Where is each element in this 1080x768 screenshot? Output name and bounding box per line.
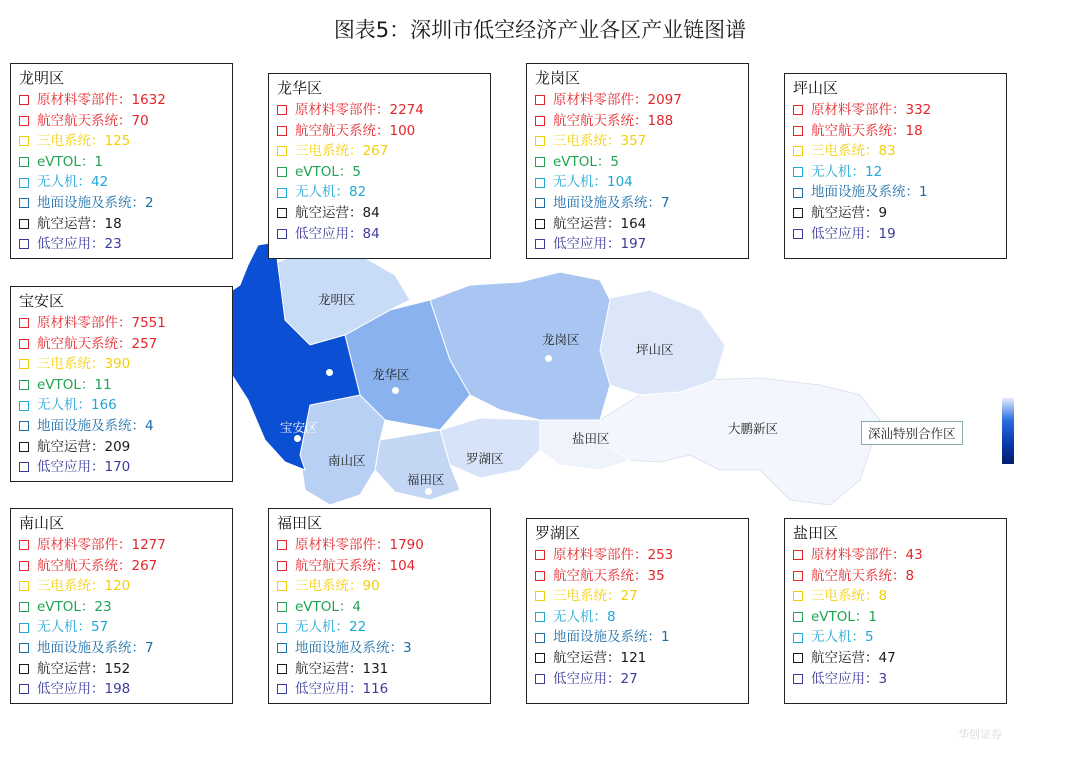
district-metric-row	[19, 597, 232, 618]
district-metric-row	[19, 457, 232, 478]
checkbox-square-icon	[793, 208, 803, 218]
district-metric-text: 无人机：8	[553, 608, 616, 625]
map-region-luohu	[440, 418, 540, 478]
district-metric-row	[19, 313, 232, 334]
district-metric-row	[277, 638, 490, 659]
district-metric-text: 三电系统：90	[295, 578, 380, 595]
district-metric-text: eVTOL：1	[811, 608, 878, 625]
district-metric-row	[19, 375, 232, 396]
district-metric-row	[793, 545, 1006, 566]
district-title: 龙明区	[19, 69, 65, 87]
district-metric-row	[793, 627, 1006, 648]
checkbox-square-icon	[19, 219, 29, 229]
district-metric-row	[19, 576, 232, 597]
district-metric-text: 地面设施及系统：7	[553, 194, 670, 211]
map-label-luohu: 罗湖区	[466, 451, 504, 466]
checkbox-square-icon	[535, 95, 545, 105]
district-metric-text: 低空应用：19	[811, 225, 896, 242]
district-metric-text: 航空运营：18	[37, 215, 122, 232]
district-metric-text: 航空运营：152	[37, 660, 131, 677]
district-metric-row	[277, 556, 490, 577]
district-metric-row	[793, 607, 1006, 628]
checkbox-square-icon	[19, 178, 29, 188]
map-region-nanshan	[300, 395, 385, 505]
checkbox-square-icon	[793, 146, 803, 156]
district-metric-row	[19, 437, 232, 458]
district-metric-row	[19, 416, 232, 437]
district-metric-text: 低空应用：116	[295, 681, 389, 698]
district-metric-text: 无人机：82	[295, 184, 367, 201]
map-label-yantian: 盐田区	[572, 431, 610, 446]
district-metric-row	[19, 395, 232, 416]
checkbox-square-icon	[19, 664, 29, 674]
district-metric-row	[277, 659, 490, 680]
district-metric-row	[277, 182, 490, 203]
district-metric-text: 航空运营：121	[553, 649, 647, 666]
district-metric-row	[535, 586, 748, 607]
district-metric-text: 三电系统：27	[553, 588, 638, 605]
district-metric-text: 航空航天系统：267	[37, 557, 158, 574]
map-label-longhua: 龙华区	[372, 367, 410, 382]
checkbox-square-icon	[19, 684, 29, 694]
checkbox-square-icon	[277, 602, 287, 612]
district-title: 罗湖区	[535, 524, 581, 542]
district-metric-row	[19, 172, 232, 193]
checkbox-square-icon	[793, 571, 803, 581]
checkbox-square-icon	[19, 421, 29, 431]
district-metric-text: 航空航天系统：104	[295, 557, 416, 574]
district-metric-row	[535, 193, 748, 214]
district-metric-text: 航空运营：209	[37, 438, 131, 455]
district-metric-text: 无人机：22	[295, 619, 367, 636]
checkbox-square-icon	[535, 136, 545, 146]
district-metric-row	[277, 617, 490, 638]
district-box-longgang	[526, 63, 749, 259]
district-metric-text: eVTOL：5	[295, 163, 362, 180]
district-metric-row	[277, 224, 490, 245]
checkbox-square-icon	[535, 633, 545, 643]
checkbox-square-icon	[793, 674, 803, 684]
district-metric-row	[535, 627, 748, 648]
district-metric-text: 原材料零部件：332	[811, 102, 932, 118]
district-metric-text: eVTOL：23	[37, 598, 112, 615]
district-metric-row	[19, 354, 232, 375]
checkbox-square-icon	[277, 643, 287, 653]
district-metric-text: 地面设施及系统：1	[553, 629, 670, 646]
district-metric-text: 航空运营：47	[811, 649, 896, 666]
checkbox-square-icon	[535, 219, 545, 229]
checkbox-square-icon	[277, 126, 287, 136]
district-metric-row	[535, 152, 748, 173]
district-metric-text: 低空应用：27	[553, 670, 638, 687]
checkbox-square-icon	[535, 178, 545, 188]
checkbox-square-icon	[277, 167, 287, 177]
district-metric-text: 三电系统：390	[37, 356, 131, 373]
checkbox-square-icon	[277, 561, 287, 571]
district-metric-text: 三电系统：83	[811, 143, 896, 160]
checkbox-square-icon	[277, 684, 287, 694]
district-metric-row	[19, 659, 232, 680]
district-metric-row	[793, 224, 1006, 245]
color-scale-legend	[1002, 398, 1014, 464]
checkbox-square-icon	[19, 602, 29, 612]
district-metric-row	[535, 648, 748, 669]
district-metric-text: 无人机：166	[37, 397, 117, 414]
district-metric-row	[535, 566, 748, 587]
checkbox-square-icon	[19, 442, 29, 452]
checkbox-square-icon	[19, 136, 29, 146]
checkbox-square-icon	[277, 146, 287, 156]
district-metric-text: 三电系统：120	[37, 578, 131, 595]
district-box-nanshan	[10, 508, 233, 704]
checkbox-square-icon	[19, 359, 29, 369]
district-metric-text: 低空应用：198	[37, 681, 131, 698]
map-label-dapeng: 大鹏新区	[728, 421, 779, 436]
checkbox-square-icon	[19, 623, 29, 633]
checkbox-square-icon	[535, 591, 545, 601]
checkbox-square-icon	[277, 581, 287, 591]
map-marker-longhua	[392, 387, 399, 394]
checkbox-square-icon	[277, 229, 287, 239]
district-metric-row	[19, 679, 232, 700]
special-zone-label: 深汕特别合作区	[861, 421, 963, 445]
district-box-longhua	[268, 73, 491, 259]
district-metric-text: 地面设施及系统：3	[295, 639, 412, 656]
district-metric-row	[535, 214, 748, 235]
checkbox-square-icon	[793, 591, 803, 601]
district-metric-row	[535, 545, 748, 566]
district-metric-text: 原材料零部件：1632	[37, 92, 166, 108]
district-metric-text: 原材料零部件：7551	[37, 315, 166, 331]
watermark: 华创证券	[958, 728, 1002, 741]
checkbox-square-icon	[277, 208, 287, 218]
checkbox-square-icon	[793, 126, 803, 136]
district-title: 龙华区	[277, 79, 323, 97]
district-title: 宝安区	[19, 292, 65, 310]
district-metric-row	[277, 141, 490, 162]
map-label-pingshan: 坪山区	[636, 342, 674, 357]
checkbox-square-icon	[19, 198, 29, 208]
checkbox-square-icon	[535, 653, 545, 663]
district-metric-row	[277, 576, 490, 597]
checkbox-square-icon	[19, 318, 29, 328]
district-metric-text: 原材料零部件：2097	[553, 92, 682, 108]
district-metric-text: 低空应用：23	[37, 236, 122, 253]
checkbox-square-icon	[793, 653, 803, 663]
checkbox-square-icon	[277, 540, 287, 550]
checkbox-square-icon	[793, 167, 803, 177]
district-metric-text: 无人机：5	[811, 629, 874, 646]
district-metric-row	[19, 111, 232, 132]
map-label-nanshan: 南山区	[328, 453, 366, 468]
checkbox-square-icon	[277, 623, 287, 633]
district-box-luohu	[526, 518, 749, 704]
district-metric-row	[277, 121, 490, 142]
district-metric-text: 航空航天系统：18	[811, 122, 923, 139]
district-metric-text: 三电系统：8	[811, 588, 888, 605]
district-metric-text: 地面设施及系统：1	[811, 184, 928, 201]
district-metric-text: 航空运营：84	[295, 204, 380, 221]
district-metric-row	[535, 172, 748, 193]
checkbox-square-icon	[277, 105, 287, 115]
district-metric-row	[535, 90, 748, 111]
district-metric-row	[277, 679, 490, 700]
district-metric-row	[19, 334, 232, 355]
district-metric-row	[19, 214, 232, 235]
checkbox-square-icon	[535, 674, 545, 684]
map-region-dapeng	[600, 378, 880, 505]
district-box-yantian	[784, 518, 1007, 704]
checkbox-square-icon	[535, 157, 545, 167]
checkbox-square-icon	[535, 198, 545, 208]
district-box-baoan	[10, 286, 233, 482]
district-metric-text: 原材料零部件：2274	[295, 102, 424, 118]
district-title: 盐田区	[793, 524, 839, 542]
district-metric-row	[793, 162, 1006, 183]
map-marker-baoan	[326, 369, 333, 376]
district-metric-row	[535, 111, 748, 132]
district-metric-text: 航空运营：164	[553, 215, 647, 232]
district-metric-row	[19, 638, 232, 659]
district-metric-row	[535, 234, 748, 255]
district-metric-text: 三电系统：125	[37, 133, 131, 150]
checkbox-square-icon	[19, 239, 29, 249]
district-metric-text: 三电系统：357	[553, 133, 647, 150]
checkbox-square-icon	[19, 561, 29, 571]
district-metric-text: 航空运营：131	[295, 660, 389, 677]
checkbox-square-icon	[793, 105, 803, 115]
checkbox-square-icon	[535, 239, 545, 249]
map-label-longgang: 龙岗区	[542, 332, 580, 347]
district-metric-row	[19, 90, 232, 111]
district-metric-row	[535, 669, 748, 690]
map-marker-nanshan	[294, 435, 301, 442]
district-metric-text: 原材料零部件：1790	[295, 537, 424, 553]
district-metric-row	[793, 566, 1006, 587]
district-metric-row	[535, 131, 748, 152]
district-metric-text: eVTOL：4	[295, 598, 362, 615]
district-metric-text: 三电系统：267	[295, 143, 389, 160]
district-metric-row	[277, 597, 490, 618]
map-label-baoan: 宝安区	[280, 420, 318, 435]
checkbox-square-icon	[19, 157, 29, 167]
district-metric-text: 航空航天系统：100	[295, 122, 416, 139]
district-title: 南山区	[19, 514, 65, 532]
district-metric-text: 原材料零部件：253	[553, 547, 674, 563]
district-metric-text: eVTOL：5	[553, 153, 620, 170]
checkbox-square-icon	[19, 581, 29, 591]
district-metric-text: eVTOL：11	[37, 376, 112, 393]
district-metric-text: 航空航天系统：8	[811, 567, 915, 584]
district-metric-row	[19, 152, 232, 173]
checkbox-square-icon	[277, 664, 287, 674]
district-metric-text: eVTOL：1	[37, 153, 104, 170]
checkbox-square-icon	[277, 188, 287, 198]
district-metric-row	[793, 121, 1006, 142]
district-metric-row	[19, 131, 232, 152]
district-metric-text: 无人机：104	[553, 174, 633, 191]
district-metric-text: 低空应用：170	[37, 459, 131, 476]
district-metric-row	[793, 203, 1006, 224]
checkbox-square-icon	[19, 95, 29, 105]
district-box-pingshan	[784, 73, 1007, 259]
checkbox-square-icon	[793, 550, 803, 560]
district-metric-text: 低空应用：197	[553, 236, 647, 253]
district-metric-row	[19, 193, 232, 214]
district-metric-text: 航空航天系统：188	[553, 112, 674, 129]
district-box-futian	[268, 508, 491, 704]
district-metric-text: 地面设施及系统：4	[37, 417, 154, 434]
checkbox-square-icon	[19, 540, 29, 550]
district-metric-text: 航空运营：9	[811, 204, 888, 221]
district-metric-row	[793, 586, 1006, 607]
district-title: 福田区	[277, 514, 323, 532]
checkbox-square-icon	[19, 462, 29, 472]
map-label-futian: 福田区	[407, 472, 445, 487]
district-title: 坪山区	[793, 79, 839, 97]
checkbox-square-icon	[19, 643, 29, 653]
district-metric-text: 航空航天系统：257	[37, 335, 158, 352]
checkbox-square-icon	[19, 116, 29, 126]
district-metric-text: 原材料零部件：1277	[37, 537, 166, 553]
district-box-longming	[10, 63, 233, 259]
checkbox-square-icon	[535, 612, 545, 622]
district-metric-row	[793, 669, 1006, 690]
district-metric-row	[277, 535, 490, 556]
district-metric-row	[793, 100, 1006, 121]
district-metric-row	[277, 162, 490, 183]
checkbox-square-icon	[19, 380, 29, 390]
district-metric-row	[793, 648, 1006, 669]
checkbox-square-icon	[535, 116, 545, 126]
district-metric-text: 无人机：42	[37, 174, 109, 191]
district-metric-row	[19, 234, 232, 255]
district-metric-row	[19, 556, 232, 577]
district-metric-row	[19, 617, 232, 638]
checkbox-square-icon	[793, 612, 803, 622]
district-metric-row	[793, 182, 1006, 203]
checkbox-square-icon	[793, 633, 803, 643]
map-marker-futian	[425, 488, 432, 495]
map-label-longming: 龙明区	[318, 292, 356, 307]
district-metric-text: 低空应用：3	[811, 670, 888, 687]
district-metric-text: 无人机：57	[37, 619, 109, 636]
district-metric-row	[277, 203, 490, 224]
checkbox-square-icon	[535, 571, 545, 581]
district-metric-text: 地面设施及系统：2	[37, 194, 154, 211]
checkbox-square-icon	[19, 339, 29, 349]
district-metric-row	[19, 535, 232, 556]
district-metric-text: 原材料零部件：43	[811, 547, 923, 563]
district-title: 龙岗区	[535, 69, 581, 87]
checkbox-square-icon	[793, 229, 803, 239]
district-metric-text: 地面设施及系统：7	[37, 639, 154, 656]
chart-title: 图表5：深圳市低空经济产业各区产业链图谱	[333, 18, 747, 42]
district-metric-text: 无人机：12	[811, 163, 883, 180]
district-metric-row	[793, 141, 1006, 162]
district-metric-row	[277, 100, 490, 121]
district-metric-text: 航空航天系统：35	[553, 567, 665, 584]
map-marker-longgang	[545, 355, 552, 362]
checkbox-square-icon	[19, 401, 29, 411]
district-metric-row	[535, 607, 748, 628]
district-metric-text: 低空应用：84	[295, 225, 380, 242]
district-metric-text: 航空航天系统：70	[37, 112, 149, 129]
checkbox-square-icon	[793, 188, 803, 198]
checkbox-square-icon	[535, 550, 545, 560]
